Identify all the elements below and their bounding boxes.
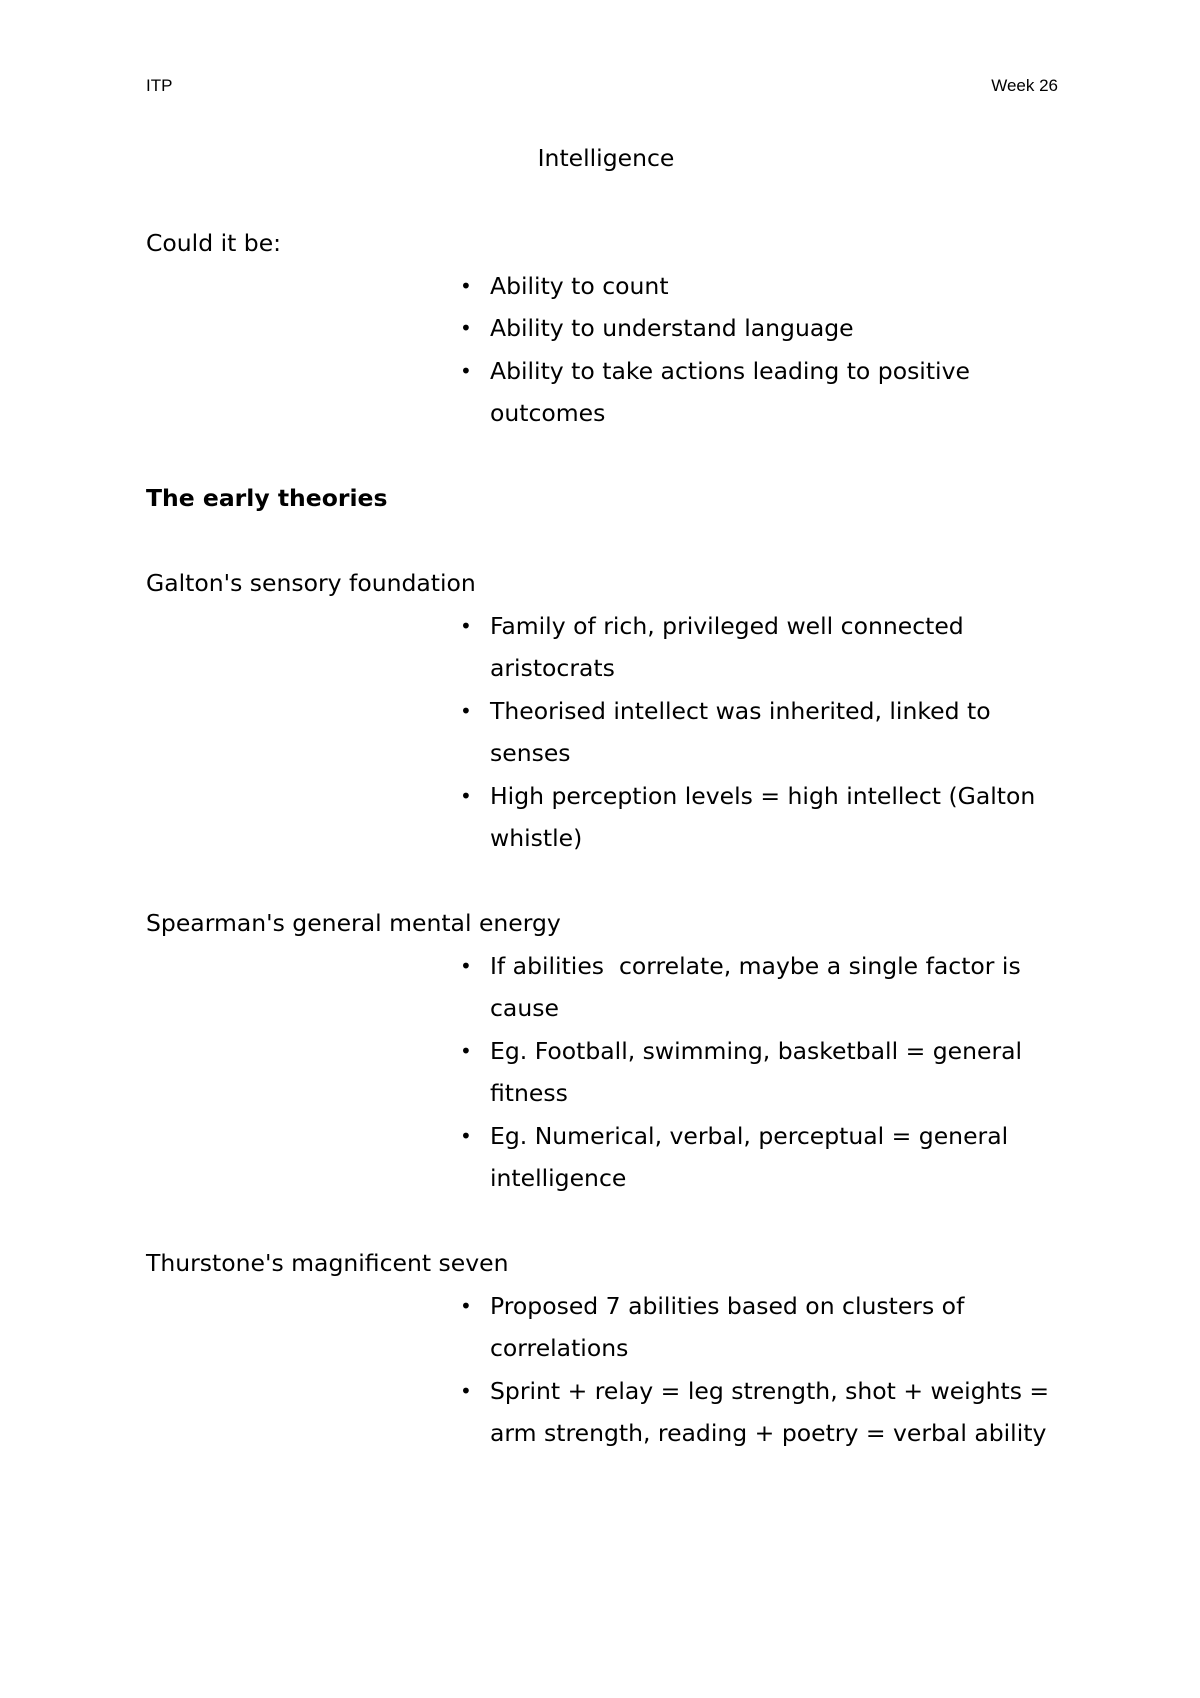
list-item: • Family of rich, privileged well connected aristocrats bbox=[490, 605, 1060, 690]
spacer bbox=[146, 860, 1066, 903]
bullet-icon: • bbox=[460, 1293, 472, 1318]
list-item: • Proposed 7 abilities based on clusters of correlations bbox=[490, 1285, 1060, 1370]
bullet-icon: • bbox=[460, 698, 472, 723]
thurstone-label: Thurstone's magnificent seven bbox=[146, 1249, 509, 1277]
thurstone-bullet-list bbox=[146, 1285, 1066, 1455]
header-course-code: ITP bbox=[146, 76, 173, 95]
spearman-bullet-list bbox=[146, 945, 1066, 1200]
list-item: • If abilities correlate, maybe a single factor is cause bbox=[490, 945, 1060, 1030]
page-header bbox=[146, 76, 1058, 100]
bullet-icon: • bbox=[460, 613, 472, 638]
spacer bbox=[146, 435, 1066, 478]
intro-label: Could it be: bbox=[146, 229, 282, 257]
bullet-icon: • bbox=[460, 1123, 472, 1148]
bullet-icon: • bbox=[460, 953, 472, 978]
document-title: Intelligence bbox=[537, 144, 675, 172]
list-item: • High perception levels = high intellect (Galton whistle) bbox=[490, 775, 1060, 860]
section-heading: The early theories bbox=[146, 484, 388, 512]
list-item: • Eg. Football, swimming, basketball = general fitness bbox=[490, 1030, 1060, 1115]
bullet-icon: • bbox=[460, 1038, 472, 1063]
list-item: • Ability to take actions leading to positive outcomes bbox=[490, 350, 1060, 435]
galton-bullet-list bbox=[146, 605, 1066, 860]
list-item: • Ability to count bbox=[490, 265, 1060, 308]
list-item: • Theorised intellect was inherited, linked to senses bbox=[490, 690, 1060, 775]
spacer bbox=[146, 1200, 1066, 1243]
spearman-label: Spearman's general mental energy bbox=[146, 909, 561, 937]
intro-bullet-list bbox=[146, 265, 1066, 435]
bullet-icon: • bbox=[460, 358, 472, 383]
bullet-icon: • bbox=[460, 783, 472, 808]
galton-label: Galton's sensory foundation bbox=[146, 569, 476, 597]
bullet-icon: • bbox=[460, 1378, 472, 1403]
bullet-icon: • bbox=[460, 273, 472, 298]
list-item: • Sprint + relay = leg strength, shot + weights = arm strength, reading + poetry = verbal ability bbox=[490, 1370, 1060, 1455]
header-week: Week 26 bbox=[991, 76, 1058, 95]
list-item: • Eg. Numerical, verbal, perceptual = general intelligence bbox=[490, 1115, 1060, 1200]
list-item: • Ability to understand language bbox=[490, 307, 1060, 350]
document-body bbox=[146, 137, 1066, 1455]
bullet-icon: • bbox=[460, 316, 472, 340]
